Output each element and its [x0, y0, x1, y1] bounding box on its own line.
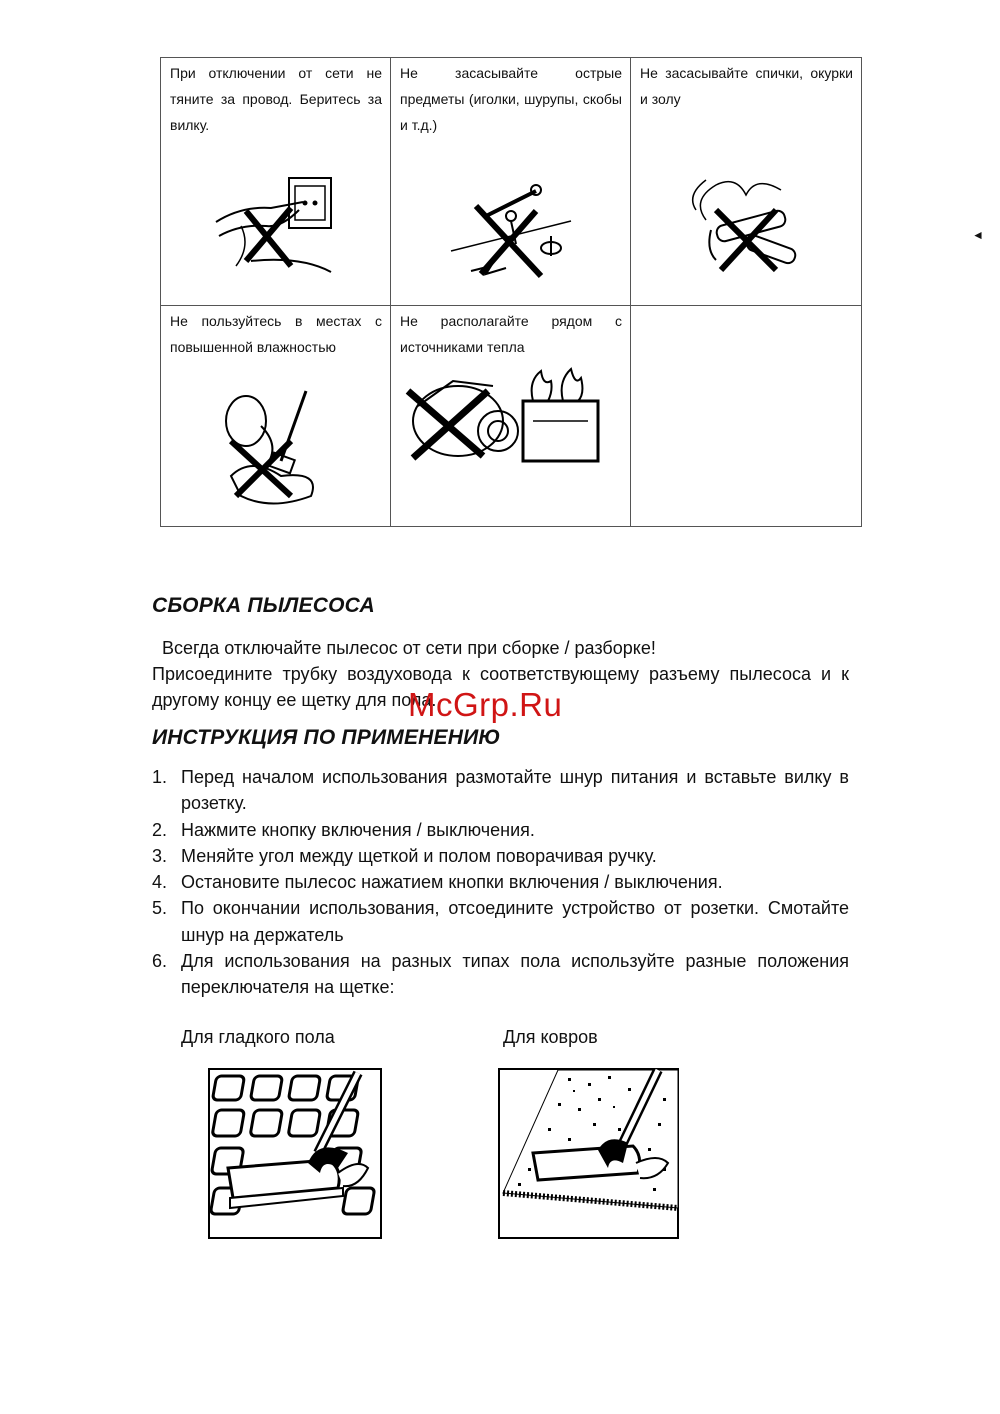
- warning-text: Не засасывайте острые предметы (иголки, шурупы, скобы и т.д.): [400, 65, 622, 133]
- heat-source-prohibited-icon: [391, 366, 630, 476]
- warning-text: Не пользуйтесь в местах с повышенной влажностью: [170, 313, 382, 355]
- wet-area-prohibited-icon: [161, 386, 390, 511]
- assembly-warning-text: Всегда отключайте пылесос от сети при сборке / разборке!: [162, 638, 656, 658]
- instructions-list: [152, 764, 849, 1001]
- cigarettes-ash-prohibited-icon: [631, 170, 861, 280]
- list-item: 3. Меняйте угол между щеткой и полом поворачивая ручку.: [152, 845, 657, 866]
- warnings-table: [160, 57, 862, 527]
- smooth-floor-caption: Для гладкого пола: [181, 1027, 335, 1047]
- carpet-caption: Для ковров: [503, 1027, 598, 1047]
- warning-cell: [161, 58, 391, 306]
- warning-cell: [631, 58, 862, 306]
- sharp-objects-prohibited-icon: [391, 176, 630, 281]
- warning-cell: [161, 306, 391, 527]
- assembly-heading: СБОРКА ПЫЛЕСОСА: [152, 594, 375, 617]
- list-item: 5. По окончании использования, отсоедините устройство от розетки. Смотайте шнур на держатель: [152, 898, 849, 945]
- page-marker-arrow: ◄: [972, 228, 984, 242]
- watermark: McGrp.Ru: [408, 686, 563, 723]
- warning-cell: [391, 306, 631, 527]
- carpet-brush-icon: [498, 1068, 679, 1244]
- list-item: 4. Остановите пылесос нажатием кнопки включения / выключения.: [152, 872, 723, 893]
- list-item: 1. Перед началом использования размотайте шнур питания и вставьте вилку в розетку.: [152, 767, 849, 814]
- list-item: 6. Для использования на разных типах пола используйте разные положения переключателя на щетке:: [152, 951, 849, 998]
- warning-text: Не засасывайте спички, окурки и золу: [640, 65, 853, 107]
- warning-text: При отключении от сети не тяните за провод. Беритесь за вилку.: [170, 65, 382, 133]
- smooth-floor-brush-icon: [208, 1068, 382, 1244]
- list-item: 2. Нажмите кнопку включения / выключения.: [152, 819, 535, 840]
- assembly-instruction-text: Присоедините трубку воздуховода к соответствующему разъему пылесоса и к другому концу ее щетку для пола.: [152, 664, 849, 710]
- warning-cell-empty: [631, 306, 862, 527]
- unplug-by-cord-prohibited-icon: [161, 166, 390, 276]
- warning-cell: [391, 58, 631, 306]
- warning-text: Не располагайте рядом с источниками тепла: [400, 313, 622, 355]
- instructions-heading: ИНСТРУКЦИЯ ПО ПРИМЕНЕНИЮ: [152, 726, 501, 749]
